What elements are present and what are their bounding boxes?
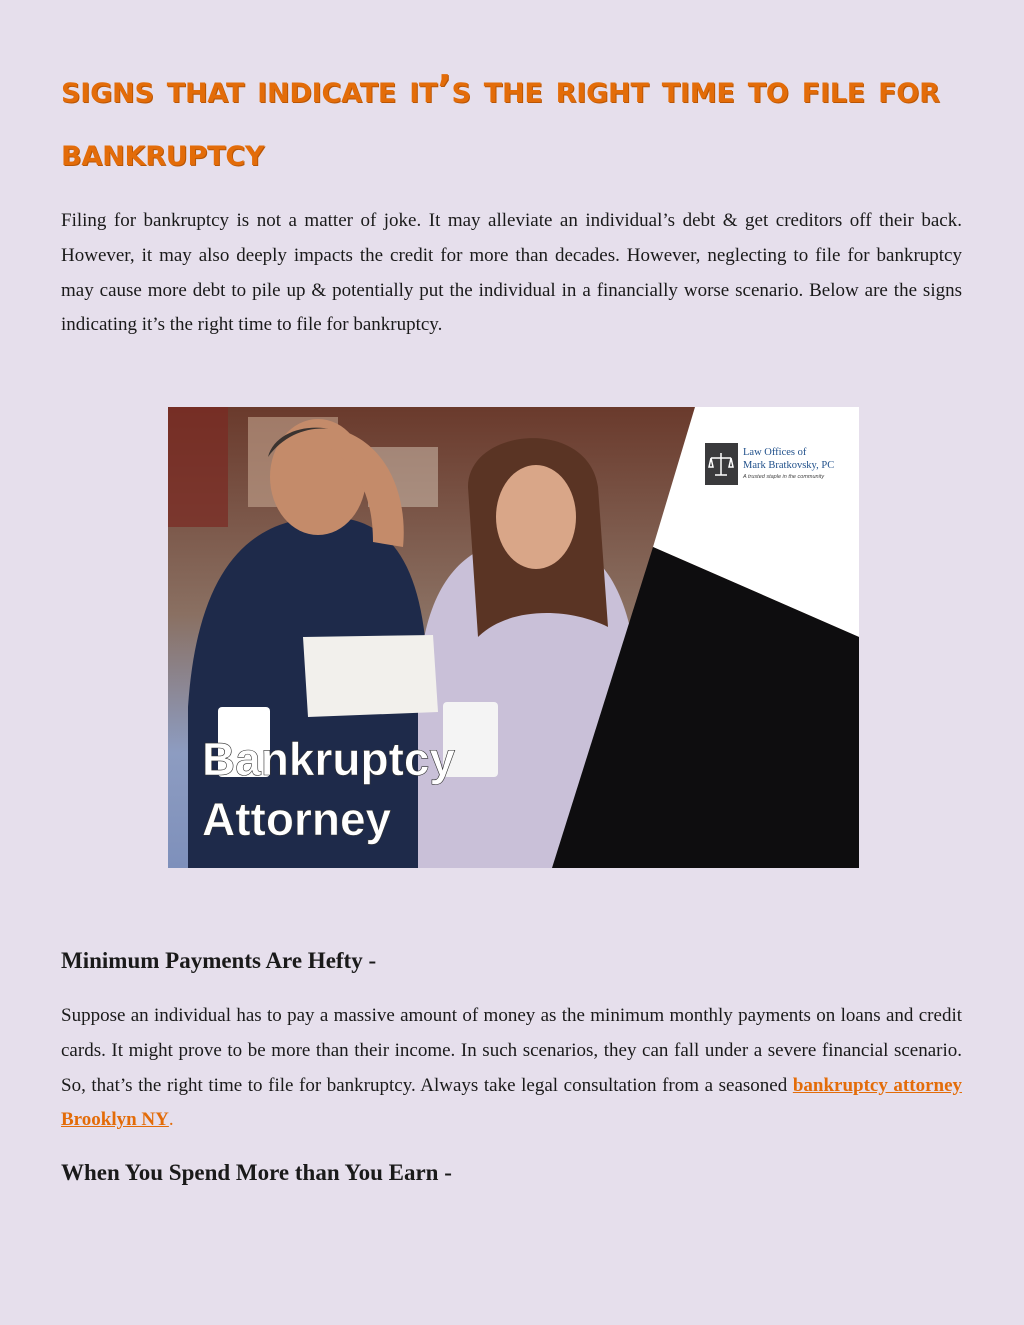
section-heading-spend-more: When You Spend More than You Earn - bbox=[61, 1160, 452, 1185]
image-caption-line-1: Bankruptcy bbox=[202, 733, 456, 785]
article-title: signs that indicate it’s the right time to file for bankruptcy bbox=[61, 67, 940, 174]
link-trailing-period: . bbox=[168, 1109, 174, 1131]
section-body-text: Suppose an individual has to pay a massive amount of money as the minimum monthly payments on loans and credit cards. It might prove to be more than their income. In such scenarios, they can fall under a severe financial scenario. So, that’s the right time to file for bankruptcy. Always take legal consultation from a seasoned bbox=[61, 1005, 962, 1096]
bankruptcy-attorney-image bbox=[168, 407, 859, 868]
section-heading-minimum-payments: Minimum Payments Are Hefty - bbox=[61, 948, 377, 973]
section-paragraph-minimum-payments bbox=[61, 999, 962, 1138]
image-caption-line-2: Attorney bbox=[202, 793, 392, 845]
logo-line-2: Mark Bratkovsky, PC bbox=[743, 460, 835, 471]
bankruptcy-attorney-link[interactable]: bankruptcy attorney Brooklyn NY bbox=[61, 1074, 963, 1131]
intro-paragraph: Filing for bankruptcy is not a matter of joke. It may alleviate an individual’s debt & get creditors off their back. However, it may also deeply impacts the credit for more than decades. However, neglecting to file for bankruptcy may cause more debt to pile up & potentially put the individual in a financially worse scenario. Below are the signs indicating it’s the right time to file for bankruptcy. bbox=[61, 210, 962, 336]
logo-tagline: A trusted staple in the community bbox=[743, 474, 825, 480]
logo-line-1: Law Offices of bbox=[743, 447, 807, 458]
